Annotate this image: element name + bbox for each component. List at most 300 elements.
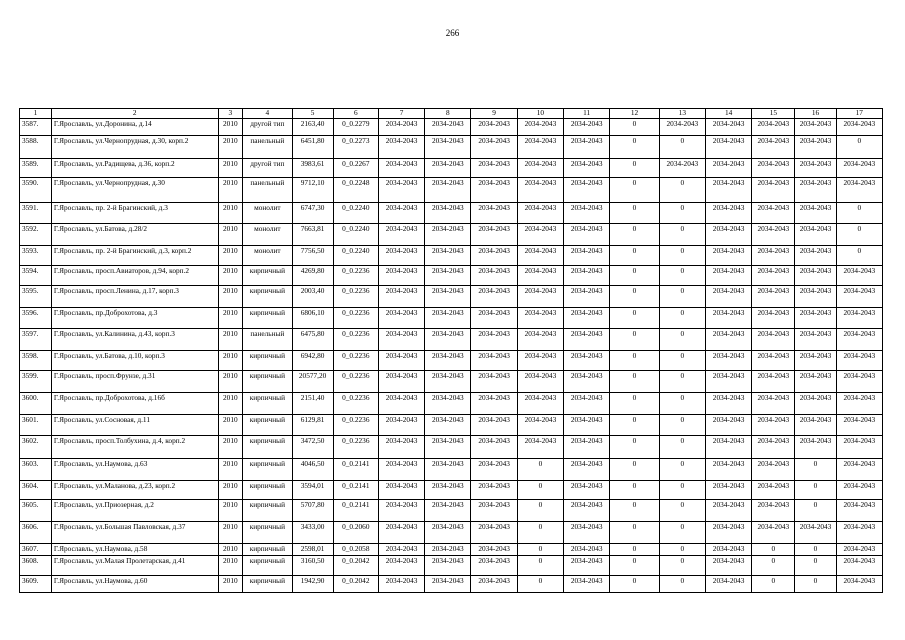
table-cell: 0 xyxy=(610,119,659,136)
table-row xyxy=(20,556,883,576)
table-cell: 2034-2043 xyxy=(564,178,610,203)
table-cell: 2034-2043 xyxy=(564,246,610,266)
table-cell: 2034-2043 xyxy=(425,224,471,246)
table-cell: 2034-2043 xyxy=(752,308,795,329)
address-cell: Г.Ярославль, пр.Доброхотова, д.3 xyxy=(51,308,218,329)
table-cell: 2034-2043 xyxy=(425,266,471,286)
table-cell: 2034-2043 xyxy=(752,371,795,393)
column-header: 13 xyxy=(659,109,705,119)
address-cell: Г.Ярославль, ул.Приозерная, д.2 xyxy=(51,500,218,522)
table-cell: 2034-2043 xyxy=(471,522,517,544)
table-cell: 3597. xyxy=(20,329,52,351)
column-header: 10 xyxy=(517,109,563,119)
table-row xyxy=(20,351,883,371)
table-cell: 6942,80 xyxy=(292,351,333,371)
table-cell: 2034-2043 xyxy=(705,159,751,178)
table-cell: 0 xyxy=(610,556,659,576)
table-cell: 0 xyxy=(659,522,705,544)
table-row xyxy=(20,576,883,593)
table-cell: 0 xyxy=(836,246,882,266)
table-cell: 2034-2043 xyxy=(705,224,751,246)
table-row xyxy=(20,178,883,203)
table-cell: 2034-2043 xyxy=(705,459,751,481)
table-cell: 2034-2043 xyxy=(564,308,610,329)
table-cell: 2034-2043 xyxy=(836,351,882,371)
table-cell: 2034-2043 xyxy=(378,459,424,481)
table-cell: 2034-2043 xyxy=(471,393,517,415)
table-cell: 0 xyxy=(517,544,563,556)
table-cell: 3593. xyxy=(20,246,52,266)
address-cell: Г.Ярославль, просп.Ленина, д.17, корп.3 xyxy=(51,286,218,308)
table-cell: 0 xyxy=(517,481,563,500)
table-cell: 2010 xyxy=(218,308,243,329)
table-cell: 2034-2043 xyxy=(471,436,517,459)
table-cell: 3598. xyxy=(20,351,52,371)
table-cell: кирпичный xyxy=(243,286,292,308)
table-cell: 2034-2043 xyxy=(378,266,424,286)
table-cell: 2010 xyxy=(218,459,243,481)
table-cell: 1942,90 xyxy=(292,576,333,593)
table-cell: 0 xyxy=(752,576,795,593)
table-cell: 0 xyxy=(659,178,705,203)
table-cell: 0 xyxy=(610,203,659,224)
table-cell: 4046,50 xyxy=(292,459,333,481)
table-cell: кирпичный xyxy=(243,266,292,286)
table-cell: 3160,50 xyxy=(292,556,333,576)
table-cell: 2034-2043 xyxy=(471,544,517,556)
table-cell: 0 xyxy=(517,500,563,522)
table-cell: 2034-2043 xyxy=(836,459,882,481)
table-cell: 2034-2043 xyxy=(378,329,424,351)
table-cell: 2034-2043 xyxy=(795,371,836,393)
table-cell: монолит xyxy=(243,246,292,266)
table-cell: 7663,81 xyxy=(292,224,333,246)
address-cell: Г.Ярославль, ул.Большая Павловская, д.37 xyxy=(51,522,218,544)
table-cell: 0 xyxy=(836,224,882,246)
table-cell: 2034-2043 xyxy=(471,329,517,351)
table-cell: 2034-2043 xyxy=(795,308,836,329)
table-cell: 0 xyxy=(610,500,659,522)
table-cell: 6451,80 xyxy=(292,136,333,159)
table-cell: 2034-2043 xyxy=(517,351,563,371)
table-cell: 2034-2043 xyxy=(752,351,795,371)
table-cell: 2034-2043 xyxy=(795,266,836,286)
table-cell: 0_0.2273 xyxy=(333,136,378,159)
table-cell: 0 xyxy=(659,556,705,576)
table-cell: 2034-2043 xyxy=(705,178,751,203)
table-cell: кирпичный xyxy=(243,576,292,593)
table-cell: 2034-2043 xyxy=(752,203,795,224)
table-cell: 2034-2043 xyxy=(378,500,424,522)
table-cell: 2034-2043 xyxy=(471,224,517,246)
table-cell: 2034-2043 xyxy=(378,136,424,159)
table-cell: 2034-2043 xyxy=(425,522,471,544)
table-cell: 3606. xyxy=(20,522,52,544)
table-cell: 2034-2043 xyxy=(752,246,795,266)
table-cell: 0_0.2141 xyxy=(333,459,378,481)
table-cell: 2034-2043 xyxy=(564,393,610,415)
table-cell: 0_0.2248 xyxy=(333,178,378,203)
table-cell: 2034-2043 xyxy=(752,522,795,544)
table-cell: 2034-2043 xyxy=(564,481,610,500)
table-cell: 2034-2043 xyxy=(378,246,424,266)
table-cell: 2034-2043 xyxy=(705,393,751,415)
table-cell: 2034-2043 xyxy=(836,544,882,556)
table-cell: кирпичный xyxy=(243,415,292,436)
table-cell: 3592. xyxy=(20,224,52,246)
table-cell: 2010 xyxy=(218,500,243,522)
table-cell: 0 xyxy=(659,576,705,593)
table-cell: 2034-2043 xyxy=(836,481,882,500)
table-cell: 0 xyxy=(795,481,836,500)
table-cell: 2034-2043 xyxy=(517,436,563,459)
table-cell: 2151,40 xyxy=(292,393,333,415)
table-row xyxy=(20,136,883,159)
table-row xyxy=(20,119,883,136)
table-cell: 2034-2043 xyxy=(795,436,836,459)
table-cell: 2034-2043 xyxy=(471,286,517,308)
table-cell: 0_0.2236 xyxy=(333,393,378,415)
table-cell: 3599. xyxy=(20,371,52,393)
table-cell: 2034-2043 xyxy=(425,436,471,459)
table-cell: 0 xyxy=(517,556,563,576)
table-cell: 2034-2043 xyxy=(425,544,471,556)
table-cell: 2034-2043 xyxy=(836,308,882,329)
column-header: 2 xyxy=(51,109,218,119)
table-cell: 3600. xyxy=(20,393,52,415)
table-cell: 0_0.2060 xyxy=(333,522,378,544)
table-cell: другой тип xyxy=(243,159,292,178)
table-row xyxy=(20,481,883,500)
table-cell: 2034-2043 xyxy=(795,286,836,308)
column-header: 15 xyxy=(752,109,795,119)
table-cell: 2034-2043 xyxy=(564,415,610,436)
table-cell: 2034-2043 xyxy=(705,576,751,593)
table-cell: 2003,40 xyxy=(292,286,333,308)
table-cell: 2034-2043 xyxy=(425,329,471,351)
column-header: 11 xyxy=(564,109,610,119)
table-cell: 0 xyxy=(610,178,659,203)
table-cell: 0 xyxy=(517,459,563,481)
table-cell: 2034-2043 xyxy=(425,415,471,436)
table-cell: 3472,50 xyxy=(292,436,333,459)
table-cell: 2034-2043 xyxy=(795,415,836,436)
table-cell: 2034-2043 xyxy=(795,136,836,159)
table-cell: 2034-2043 xyxy=(752,224,795,246)
table-cell: 0_0.2267 xyxy=(333,159,378,178)
table-cell: 2034-2043 xyxy=(471,159,517,178)
table-cell: 2034-2043 xyxy=(564,351,610,371)
table-cell: 20577,20 xyxy=(292,371,333,393)
table-cell: 0 xyxy=(659,266,705,286)
table-cell: 0_0.2141 xyxy=(333,481,378,500)
table-cell: 0 xyxy=(752,544,795,556)
table-cell: кирпичный xyxy=(243,371,292,393)
table-cell: 2034-2043 xyxy=(425,246,471,266)
table-cell: 2010 xyxy=(218,266,243,286)
table-cell: панельный xyxy=(243,178,292,203)
table-cell: 2034-2043 xyxy=(471,266,517,286)
table-cell: кирпичный xyxy=(243,308,292,329)
table-cell: 0 xyxy=(610,159,659,178)
column-header: 9 xyxy=(471,109,517,119)
table-cell: 2034-2043 xyxy=(705,136,751,159)
table-row xyxy=(20,436,883,459)
table-cell: 0_0.2141 xyxy=(333,500,378,522)
table-cell: 2034-2043 xyxy=(517,224,563,246)
table-cell: 2034-2043 xyxy=(425,500,471,522)
table-cell: 2034-2043 xyxy=(705,481,751,500)
table-cell: 2010 xyxy=(218,351,243,371)
column-header: 1 xyxy=(20,109,52,119)
address-cell: Г.Ярославль, ул.Чернопрудная, д.30 xyxy=(51,178,218,203)
table-row xyxy=(20,286,883,308)
address-cell: Г.Ярославль, ул.Сосновая, д.11 xyxy=(51,415,218,436)
table-row xyxy=(20,224,883,246)
table-cell: 2034-2043 xyxy=(517,246,563,266)
table-cell: 2034-2043 xyxy=(378,371,424,393)
table-row xyxy=(20,500,883,522)
table-cell: 0_0.2236 xyxy=(333,266,378,286)
table-cell: 0_0.2042 xyxy=(333,576,378,593)
column-header: 14 xyxy=(705,109,751,119)
table-cell: 2010 xyxy=(218,246,243,266)
column-header: 17 xyxy=(836,109,882,119)
table-cell: 7756,50 xyxy=(292,246,333,266)
table-cell: 0_0.2240 xyxy=(333,246,378,266)
table-cell: 2010 xyxy=(218,203,243,224)
table-row xyxy=(20,203,883,224)
table-cell: 0_0.2236 xyxy=(333,286,378,308)
table-cell: 2010 xyxy=(218,393,243,415)
table-cell: 2010 xyxy=(218,371,243,393)
column-header: 6 xyxy=(333,109,378,119)
table-cell: 2034-2043 xyxy=(471,308,517,329)
table-cell: 2034-2043 xyxy=(705,500,751,522)
table-cell: 2034-2043 xyxy=(425,481,471,500)
table-cell: 2010 xyxy=(218,576,243,593)
table-cell: 0 xyxy=(659,224,705,246)
table-cell: 2010 xyxy=(218,224,243,246)
table-cell: 2034-2043 xyxy=(564,266,610,286)
address-cell: Г.Ярославль, просп.Фрунзе, д.31 xyxy=(51,371,218,393)
table-cell: 2034-2043 xyxy=(752,119,795,136)
table-cell: 2034-2043 xyxy=(795,246,836,266)
table-cell: 2034-2043 xyxy=(471,203,517,224)
table-cell: 2034-2043 xyxy=(836,393,882,415)
table-row xyxy=(20,459,883,481)
table-row xyxy=(20,159,883,178)
table-cell: 2034-2043 xyxy=(471,119,517,136)
address-cell: Г.Ярославль, пр.Доброхотова, д.16б xyxy=(51,393,218,415)
table-cell: 2034-2043 xyxy=(659,119,705,136)
table-cell: 2034-2043 xyxy=(564,556,610,576)
table-cell: 0 xyxy=(659,415,705,436)
table-cell: 2034-2043 xyxy=(471,136,517,159)
table-cell: 2034-2043 xyxy=(836,576,882,593)
table-row xyxy=(20,544,883,556)
table-cell: 3609. xyxy=(20,576,52,593)
table-cell: 2034-2043 xyxy=(378,224,424,246)
table-cell: 0 xyxy=(659,308,705,329)
table-cell: 2034-2043 xyxy=(752,178,795,203)
table-cell: панельный xyxy=(243,329,292,351)
table-cell: кирпичный xyxy=(243,459,292,481)
address-cell: Г.Ярославль, пр. 2-й Брагинский, д.3 xyxy=(51,203,218,224)
table-cell: 3603. xyxy=(20,459,52,481)
table-cell: кирпичный xyxy=(243,393,292,415)
table-cell: 2034-2043 xyxy=(705,415,751,436)
table-cell: 0 xyxy=(836,136,882,159)
table-cell: 0 xyxy=(659,436,705,459)
table-cell: 0_0.2236 xyxy=(333,329,378,351)
table-cell: 2034-2043 xyxy=(752,459,795,481)
table-cell: 0 xyxy=(610,308,659,329)
table-cell: 3433,00 xyxy=(292,522,333,544)
address-cell: Г.Ярославль, ул.Радищева, д.36, корп.2 xyxy=(51,159,218,178)
table-cell: 0 xyxy=(610,522,659,544)
table-cell: 0 xyxy=(517,522,563,544)
table-cell: 2034-2043 xyxy=(517,415,563,436)
table-cell: 2034-2043 xyxy=(836,500,882,522)
table-cell: 2034-2043 xyxy=(836,329,882,351)
table-cell: 0_0.2279 xyxy=(333,119,378,136)
table-cell: 2034-2043 xyxy=(836,556,882,576)
table-cell: 2034-2043 xyxy=(795,351,836,371)
table-cell: 0 xyxy=(610,459,659,481)
table-cell: 2598,01 xyxy=(292,544,333,556)
page-number: 266 xyxy=(445,28,460,38)
table-cell: 0 xyxy=(659,481,705,500)
table-cell: 3590. xyxy=(20,178,52,203)
table-cell: 2034-2043 xyxy=(471,371,517,393)
table-cell: 3605. xyxy=(20,500,52,522)
table-cell: кирпичный xyxy=(243,522,292,544)
table-cell: 3983,61 xyxy=(292,159,333,178)
table-cell: 3588. xyxy=(20,136,52,159)
table-cell: 2034-2043 xyxy=(517,136,563,159)
table-cell: 2034-2043 xyxy=(378,544,424,556)
table-cell: 0 xyxy=(659,500,705,522)
table-cell: 2163,40 xyxy=(292,119,333,136)
table-cell: 0_0.2042 xyxy=(333,556,378,576)
table-row xyxy=(20,266,883,286)
table-cell: 0 xyxy=(659,544,705,556)
table-cell: 3607. xyxy=(20,544,52,556)
table-cell: 3604. xyxy=(20,481,52,500)
address-cell: Г.Ярославль, ул.Чернопрудная, д.30, корп.2 xyxy=(51,136,218,159)
table-cell: 0 xyxy=(659,371,705,393)
table-cell: 2010 xyxy=(218,556,243,576)
table-cell: 0 xyxy=(610,393,659,415)
table-cell: 2034-2043 xyxy=(836,522,882,544)
column-header: 8 xyxy=(425,109,471,119)
column-header: 7 xyxy=(378,109,424,119)
table-cell: 3594,01 xyxy=(292,481,333,500)
table-cell: 2034-2043 xyxy=(378,178,424,203)
table-cell: 2034-2043 xyxy=(517,178,563,203)
table-cell: 2034-2043 xyxy=(471,246,517,266)
table-cell: 2034-2043 xyxy=(752,136,795,159)
table-cell: 6806,10 xyxy=(292,308,333,329)
table-cell: 2034-2043 xyxy=(564,286,610,308)
table-cell: 2034-2043 xyxy=(752,159,795,178)
table-cell: 0 xyxy=(659,286,705,308)
table-cell: 0_0.2240 xyxy=(333,203,378,224)
table-cell: кирпичный xyxy=(243,436,292,459)
table-cell: 2034-2043 xyxy=(378,436,424,459)
table-cell: 3589. xyxy=(20,159,52,178)
table-cell: 2034-2043 xyxy=(564,459,610,481)
address-cell: Г.Ярославль, ул.Малая Пролетарская, д.41 xyxy=(51,556,218,576)
table-cell: 2034-2043 xyxy=(795,393,836,415)
table-cell: 2034-2043 xyxy=(564,203,610,224)
table-cell: 0 xyxy=(795,556,836,576)
table-cell: 3602. xyxy=(20,436,52,459)
table-cell: 2034-2043 xyxy=(836,266,882,286)
table-cell: 0 xyxy=(610,246,659,266)
table-cell: 6129,81 xyxy=(292,415,333,436)
table-cell: 0_0.2058 xyxy=(333,544,378,556)
table-cell: 2010 xyxy=(218,136,243,159)
table-row xyxy=(20,522,883,544)
table-cell: 2034-2043 xyxy=(564,544,610,556)
table-cell: 9712,10 xyxy=(292,178,333,203)
table-cell: 2034-2043 xyxy=(752,415,795,436)
table-cell: 2034-2043 xyxy=(378,556,424,576)
table-cell: 2034-2043 xyxy=(378,415,424,436)
table-cell: 2010 xyxy=(218,522,243,544)
table-cell: 2034-2043 xyxy=(564,500,610,522)
table-cell: 2010 xyxy=(218,329,243,351)
table-cell: 2034-2043 xyxy=(752,436,795,459)
table-cell: 2034-2043 xyxy=(425,556,471,576)
table-cell: 2010 xyxy=(218,481,243,500)
table-cell: 0 xyxy=(610,329,659,351)
table-cell: 3596. xyxy=(20,308,52,329)
table-cell: 0 xyxy=(610,371,659,393)
table-cell: 2034-2043 xyxy=(517,286,563,308)
table-row xyxy=(20,415,883,436)
table-cell: 2034-2043 xyxy=(564,371,610,393)
table-cell: 0 xyxy=(659,203,705,224)
table-cell: 2010 xyxy=(218,159,243,178)
table-cell: 0_0.2236 xyxy=(333,415,378,436)
column-header: 12 xyxy=(610,109,659,119)
table-cell: 2034-2043 xyxy=(425,203,471,224)
table-cell: 2034-2043 xyxy=(378,286,424,308)
table-cell: 0 xyxy=(659,351,705,371)
table-cell: 2034-2043 xyxy=(378,393,424,415)
table-cell: 2034-2043 xyxy=(517,308,563,329)
table-cell: 2034-2043 xyxy=(517,159,563,178)
address-cell: Г.Ярославль, просп.Авиаторов, д.94, корп.2 xyxy=(51,266,218,286)
table-cell: 2034-2043 xyxy=(471,415,517,436)
table-cell: 2034-2043 xyxy=(471,576,517,593)
table-cell: 2034-2043 xyxy=(425,178,471,203)
address-cell: Г.Ярославль, просп.Толбухина, д.4, корп.2 xyxy=(51,436,218,459)
table-cell: 2034-2043 xyxy=(705,544,751,556)
table-cell: 2034-2043 xyxy=(378,576,424,593)
table-cell: 2034-2043 xyxy=(836,371,882,393)
table-cell: 2034-2043 xyxy=(425,351,471,371)
table-cell: 2034-2043 xyxy=(564,576,610,593)
table-cell: 2034-2043 xyxy=(564,136,610,159)
address-cell: Г.Ярославль, ул.Батова, д.28/2 xyxy=(51,224,218,246)
table-cell: 2034-2043 xyxy=(425,459,471,481)
table-row xyxy=(20,329,883,351)
table-cell: 2034-2043 xyxy=(705,351,751,371)
